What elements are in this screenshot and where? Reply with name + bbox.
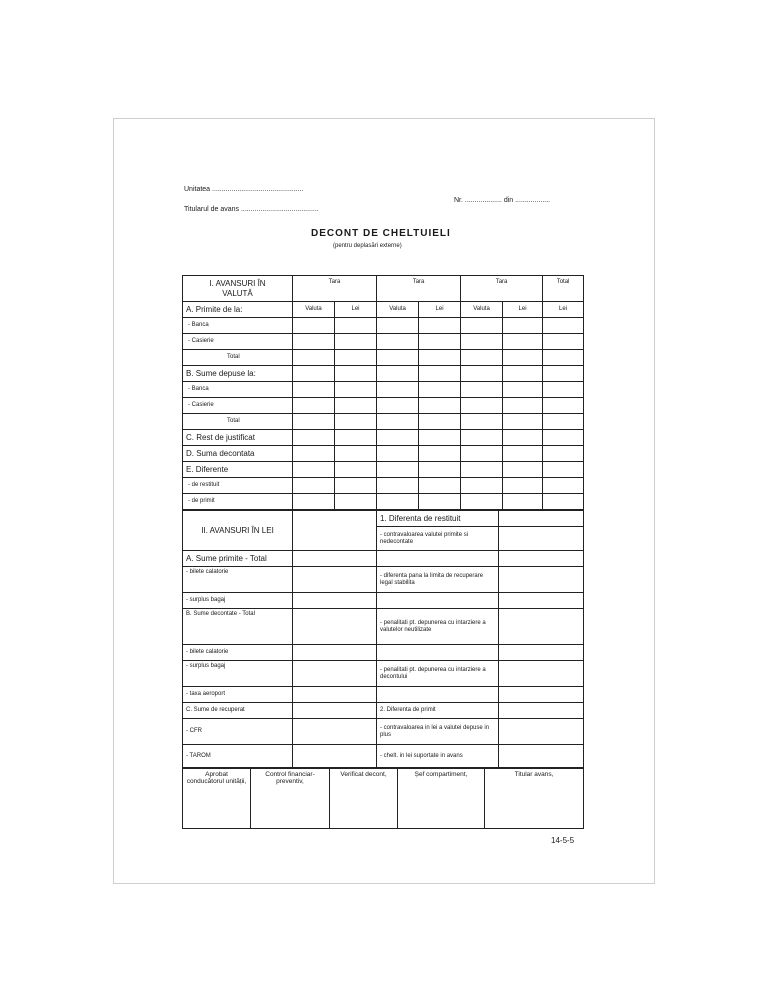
table-row: [183, 414, 584, 430]
row-label: - penalitati pt. depunerea cu intarziere a decontului: [377, 661, 499, 687]
signature-table: [182, 767, 584, 829]
valuta-advances-table: [182, 275, 584, 510]
table-cell[interactable]: [293, 398, 335, 414]
table-cell[interactable]: [543, 462, 584, 478]
table-row: [183, 511, 584, 527]
table-row: [183, 302, 584, 318]
table-cell[interactable]: [499, 645, 584, 661]
table-cell[interactable]: [461, 398, 503, 414]
row-label: - taxa aeroport: [183, 687, 293, 703]
row-label: Total: [183, 414, 293, 430]
table-cell[interactable]: [499, 687, 584, 703]
table-cell[interactable]: [335, 414, 377, 430]
table-cell[interactable]: [461, 446, 503, 462]
row-label: B. Sume decontate - Total: [183, 609, 293, 645]
table-row: [183, 478, 584, 494]
document-title: DECONT DE CHELTUIELI: [311, 228, 451, 239]
table-cell[interactable]: [499, 527, 584, 551]
table-cell[interactable]: [499, 745, 584, 769]
table-cell[interactable]: [503, 382, 543, 398]
table-cell[interactable]: [293, 719, 377, 745]
table-cell[interactable]: [335, 430, 377, 446]
table-cell[interactable]: [293, 494, 335, 510]
table-row: [183, 661, 584, 687]
table-cell[interactable]: [461, 430, 503, 446]
table-cell[interactable]: [461, 382, 503, 398]
table-cell[interactable]: [293, 414, 335, 430]
table-cell[interactable]: [377, 350, 419, 366]
lei-advances-table: [182, 510, 584, 769]
table-cell[interactable]: [503, 414, 543, 430]
table-cell[interactable]: [419, 398, 461, 414]
table-cell[interactable]: [461, 414, 503, 430]
table-cell[interactable]: [419, 494, 461, 510]
table-row: [183, 494, 584, 510]
table-row: [183, 334, 584, 350]
row-label: - Casierie: [183, 334, 293, 350]
table-cell[interactable]: [543, 430, 584, 446]
table-cell[interactable]: [419, 382, 461, 398]
table-cell[interactable]: [543, 414, 584, 430]
table-cell[interactable]: [377, 414, 419, 430]
table-cell[interactable]: [461, 366, 503, 382]
signature-control[interactable]: Control financiar-preventiv,: [251, 768, 330, 829]
table-row: [183, 398, 584, 414]
row-label: - penalitati pt. depunerea cu intarziere a valutelor neutilizate: [377, 609, 499, 645]
document-subtitle: (pentru deplasări externe): [333, 243, 402, 249]
table-cell[interactable]: [293, 645, 377, 661]
table-cell[interactable]: [419, 334, 461, 350]
table-cell[interactable]: [499, 593, 584, 609]
row-label: 2. Diferenta de primit: [377, 703, 499, 719]
table-row: [183, 703, 584, 719]
table-cell[interactable]: [377, 430, 419, 446]
table-cell[interactable]: [419, 318, 461, 334]
table-cell[interactable]: [419, 414, 461, 430]
table-cell[interactable]: [293, 318, 335, 334]
table-row: [183, 593, 584, 609]
table-cell[interactable]: [419, 366, 461, 382]
section2-heading: II. AVANSURI ÎN LEI: [183, 511, 293, 551]
table-cell[interactable]: [377, 478, 419, 494]
table-cell[interactable]: [377, 462, 419, 478]
table-cell[interactable]: [377, 318, 419, 334]
col-valuta: Valuta: [461, 302, 503, 318]
row-label: - de restituit: [183, 478, 293, 494]
table-row: [183, 719, 584, 745]
table-cell[interactable]: [503, 318, 543, 334]
row-label: - surplus bagaj: [183, 593, 293, 609]
row-label: - bilete calatorie: [183, 567, 293, 593]
table-cell[interactable]: [335, 398, 377, 414]
row-label: - CFR: [183, 719, 293, 745]
table-cell[interactable]: [503, 334, 543, 350]
col-lei: Lei: [503, 302, 543, 318]
table-cell[interactable]: [499, 609, 584, 645]
titular-dots: ........................................: [240, 206, 319, 213]
table-cell[interactable]: [335, 350, 377, 366]
unitatea-label: Unitatea: [184, 186, 211, 193]
table-row: [183, 687, 584, 703]
section1-heading-line1: I. AVANSURI ÎN: [209, 279, 266, 289]
table-cell[interactable]: [335, 446, 377, 462]
nr-label: Nr.: [454, 197, 463, 204]
row-label: - surplus bagaj: [183, 661, 293, 687]
table-cell[interactable]: [543, 318, 584, 334]
table-row: [183, 350, 584, 366]
table-cell[interactable]: [377, 494, 419, 510]
row-label: B. Sume depuse la:: [183, 366, 293, 382]
table-cell[interactable]: [543, 366, 584, 382]
nr-din-field: [454, 197, 550, 204]
table-cell[interactable]: [293, 334, 335, 350]
row-label: E. Diferente: [183, 462, 293, 478]
table-row: [183, 430, 584, 446]
table-cell[interactable]: [461, 494, 503, 510]
table-cell[interactable]: [461, 334, 503, 350]
row-label: - Casierie: [183, 398, 293, 414]
table-row: [183, 768, 584, 829]
table-cell[interactable]: [293, 567, 377, 593]
table-cell[interactable]: [293, 511, 377, 551]
table-cell[interactable]: [377, 366, 419, 382]
table-cell[interactable]: [377, 551, 499, 567]
table-cell[interactable]: [461, 350, 503, 366]
table-row: [183, 462, 584, 478]
col-tara-1: Tara: [293, 276, 377, 302]
row-label: D. Suma decontata: [183, 446, 293, 462]
row-label: A. Sume primite - Total: [183, 551, 293, 567]
row-label: A. Primite de la:: [183, 302, 293, 318]
table-cell[interactable]: [293, 430, 335, 446]
table-row: [183, 446, 584, 462]
table-row: [183, 567, 584, 593]
nr-dots: ...................: [464, 197, 502, 204]
table-cell[interactable]: [293, 462, 335, 478]
table-cell[interactable]: [293, 609, 377, 645]
table-cell[interactable]: [503, 478, 543, 494]
table-cell[interactable]: [543, 398, 584, 414]
table-cell[interactable]: [543, 478, 584, 494]
col-tara-3: Tara: [461, 276, 543, 302]
row-label: - chelt. in lei suportate in avans: [377, 745, 499, 769]
table-row: [183, 382, 584, 398]
table-cell[interactable]: [503, 398, 543, 414]
row-label: - bilete calatorie: [183, 645, 293, 661]
row-label: - contravaloarea in lei a valutei depuse in plus: [377, 719, 499, 745]
table-cell[interactable]: [461, 318, 503, 334]
col-valuta: Valuta: [377, 302, 419, 318]
row-label: Total: [183, 350, 293, 366]
table-cell[interactable]: [377, 398, 419, 414]
table-cell[interactable]: [293, 350, 335, 366]
table-cell[interactable]: [543, 350, 584, 366]
table-row: [183, 645, 584, 661]
signature-sef[interactable]: Șef compartiment,: [398, 768, 485, 829]
table-cell[interactable]: [293, 551, 377, 567]
din-label: din: [503, 197, 514, 204]
table-cell[interactable]: [461, 478, 503, 494]
row-label: - de primit: [183, 494, 293, 510]
table-cell[interactable]: [377, 382, 419, 398]
row-label: - TAROM: [183, 745, 293, 769]
table-cell[interactable]: [335, 478, 377, 494]
table-cell[interactable]: [335, 334, 377, 350]
table-cell[interactable]: [419, 478, 461, 494]
table-cell[interactable]: [503, 494, 543, 510]
table-row: [183, 551, 584, 567]
table-cell[interactable]: [293, 382, 335, 398]
table-row: [183, 609, 584, 645]
row-label: - contravaloarea valutei primite si nedecontate: [377, 527, 499, 551]
signature-aprobat[interactable]: Aprobat conducătorul unității,: [183, 768, 251, 829]
table-cell[interactable]: [543, 446, 584, 462]
col-lei: Lei: [419, 302, 461, 318]
table-cell[interactable]: [377, 645, 499, 661]
row-label: - Banca: [183, 382, 293, 398]
table-cell[interactable]: [335, 462, 377, 478]
table-cell[interactable]: [293, 446, 335, 462]
row-label: C. Sume de recuperat: [183, 703, 293, 719]
table-cell[interactable]: [503, 430, 543, 446]
table-cell[interactable]: [377, 446, 419, 462]
table-cell[interactable]: [543, 334, 584, 350]
titular-label: Titularul de avans: [184, 206, 239, 213]
form-code: 14-5-5: [551, 836, 575, 845]
table-cell[interactable]: [499, 719, 584, 745]
din-dots: ..................: [515, 197, 551, 204]
table-row: [183, 745, 584, 769]
table-cell[interactable]: [419, 462, 461, 478]
table-row: [183, 318, 584, 334]
table-cell[interactable]: [293, 593, 377, 609]
row-label: C. Rest de justificat: [183, 430, 293, 446]
col-lei: Lei: [335, 302, 377, 318]
table-cell[interactable]: [293, 703, 377, 719]
table-row: [183, 366, 584, 382]
table-row: [183, 276, 584, 302]
table-cell[interactable]: [543, 382, 584, 398]
table-cell[interactable]: [335, 318, 377, 334]
table-cell[interactable]: [293, 745, 377, 769]
table-cell[interactable]: [419, 350, 461, 366]
table-cell[interactable]: [503, 366, 543, 382]
section1-heading-line2: VALUTĂ: [222, 288, 253, 298]
table-cell[interactable]: [499, 511, 584, 527]
table-cell[interactable]: [377, 334, 419, 350]
table-cell[interactable]: [335, 494, 377, 510]
col-tara-2: Tara: [377, 276, 461, 302]
table-cell[interactable]: [503, 462, 543, 478]
table-cell[interactable]: [419, 446, 461, 462]
table-cell[interactable]: [503, 350, 543, 366]
table-cell[interactable]: [377, 687, 499, 703]
table-cell[interactable]: [543, 494, 584, 510]
signature-titular[interactable]: Titular avans,: [485, 768, 584, 829]
col-valuta: Valuta: [293, 302, 335, 318]
table-cell[interactable]: [293, 478, 335, 494]
section1-heading: [183, 276, 293, 302]
row-label: 1. Diferenta de restituit: [377, 511, 499, 527]
table-cell[interactable]: [293, 366, 335, 382]
table-cell[interactable]: [419, 430, 461, 446]
titular-field: [184, 206, 319, 213]
col-lei: Lei: [543, 302, 584, 318]
table-cell[interactable]: [335, 382, 377, 398]
table-cell[interactable]: [293, 687, 377, 703]
table-cell[interactable]: [499, 551, 584, 567]
table-cell[interactable]: [499, 567, 584, 593]
col-total: Total: [543, 276, 584, 302]
table-cell[interactable]: [377, 593, 499, 609]
table-cell[interactable]: [499, 703, 584, 719]
signature-verificat[interactable]: Verificat decont,: [330, 768, 398, 829]
table-cell[interactable]: [335, 366, 377, 382]
table-cell[interactable]: [503, 446, 543, 462]
row-label: - diferenta pana la limita de recuperare legal stabilita: [377, 567, 499, 593]
table-cell[interactable]: [293, 661, 377, 687]
unitatea-field: [184, 186, 303, 193]
table-cell[interactable]: [461, 462, 503, 478]
row-label: - Banca: [183, 318, 293, 334]
unitatea-dots: ...............................................: [212, 186, 304, 193]
table-cell[interactable]: [499, 661, 584, 687]
